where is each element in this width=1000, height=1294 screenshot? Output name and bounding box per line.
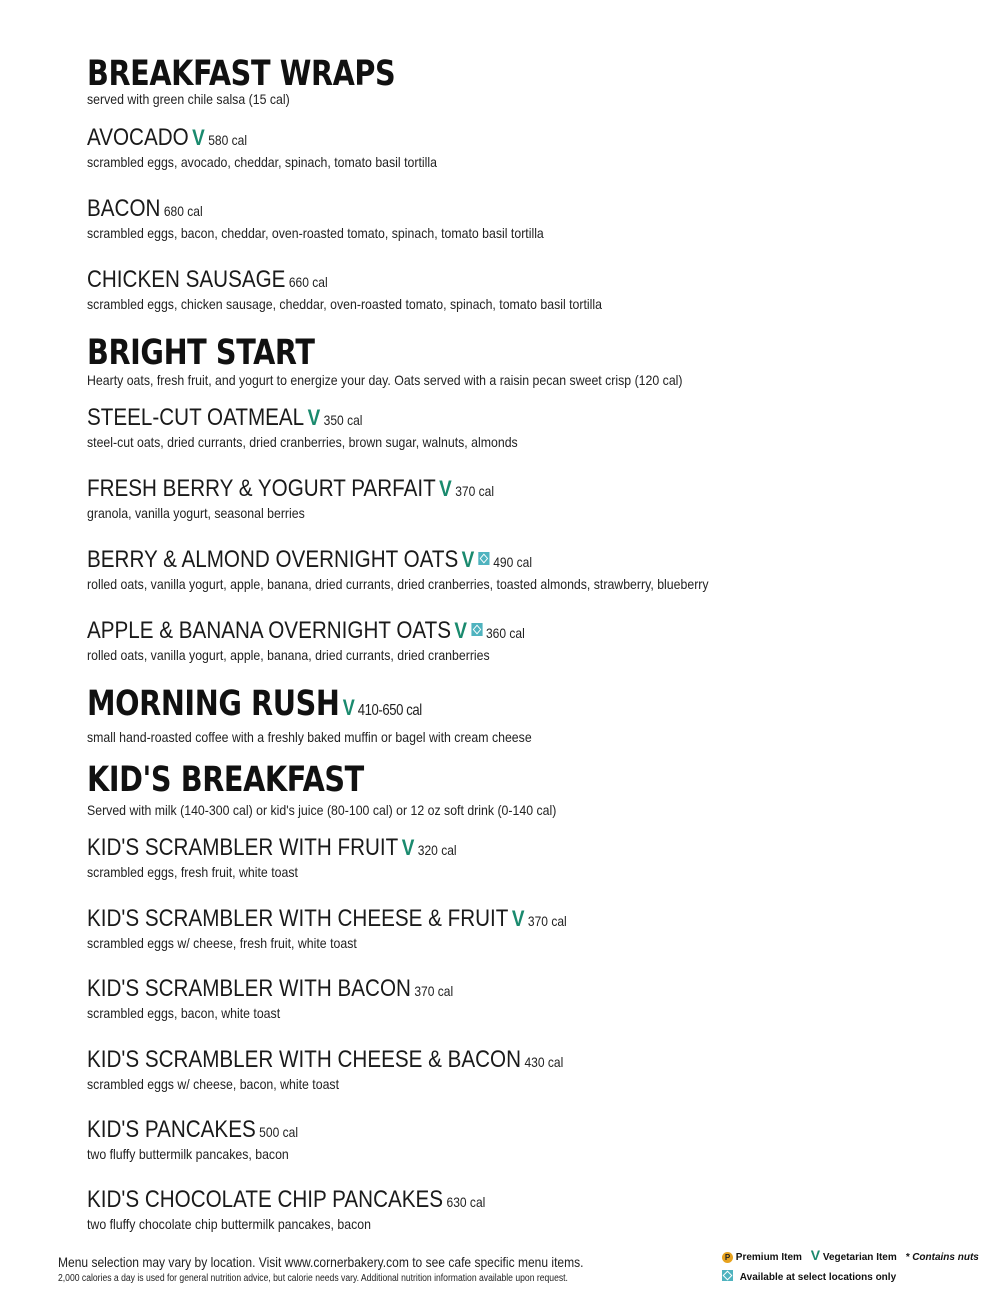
item-description: scrambled eggs, bacon, white toast [87,1005,281,1021]
vegetarian-icon: V [307,405,321,430]
vegetarian-icon: V [342,695,355,720]
item-description: scrambled eggs, fresh fruit, white toast [87,864,298,880]
section-kids-breakfast [87,760,620,818]
section-breakfast-wraps [87,54,463,107]
select-locations-icon [722,1270,733,1281]
menu-item [87,475,560,521]
legend-vegetarian: Vegetarian Item [822,1252,897,1263]
item-description: scrambled eggs, avocado, cheddar, spinach, tomato basil tortilla [87,154,437,170]
item-name: KID'S CHOCOLATE CHIP PANCAKES [87,1186,444,1213]
item-name: AVOCADO [87,124,189,151]
item-calories: 580 cal [208,132,248,148]
menu-item [87,404,576,450]
section-bright-start [87,333,764,388]
item-description: scrambled eggs w/ cheese, bacon, white toast [87,1076,340,1092]
item-description: rolled oats, vanilla yogurt, apple, banana, dried currants, dried cranberries [87,647,490,663]
item-name: BERRY & ALMOND OVERNIGHT OATS [87,546,459,573]
menu-item [87,617,596,663]
item-name: STEEL-CUT OATMEAL [87,404,305,431]
legend-premium: Premium Item [735,1252,802,1263]
item-calories: 370 cal [414,983,454,999]
section-title: MORNING RUSH [87,684,340,724]
item-name: KID'S SCRAMBLER WITH CHEESE & FRUIT [87,905,509,932]
item-name: KID'S SCRAMBLER WITH CHEESE & BACON [87,1046,522,1073]
item-calories: 320 cal [417,842,457,858]
section-subtitle: Hearty oats, fresh fruit, and yogurt to energize your day. Oats served with a raisin pecan sweet crisp (120 cal) [87,372,683,388]
item-calories: 350 cal [323,412,363,428]
item-description: steel-cut oats, dried currants, dried cranberries, brown sugar, walnuts, almonds [87,434,518,450]
vegetarian-icon: V [511,906,525,931]
vegetarian-icon: V [401,835,415,860]
item-calories: 430 cal [524,1054,564,1070]
item-name: KID'S PANCAKES [87,1116,256,1143]
item-calories: 370 cal [455,483,495,499]
legend [722,1245,979,1288]
item-calories: 680 cal [163,203,203,219]
item-description: granola, vanilla yogurt, seasonal berries [87,505,305,521]
section-subtitle: small hand-roasted coffee with a freshly baked muffin or bagel with cream cheese [87,729,532,745]
legend-nuts: * Contains nuts [905,1252,979,1263]
item-calories: 370 cal [527,913,567,929]
item-calories: 360 cal [485,625,525,641]
menu-item [87,195,606,241]
menu-item [87,975,513,1021]
menu-item [87,1046,641,1092]
footer-disclaimer: Menu selection may vary by location. Visit www.cornerbakery.com to see cafe specific menu items. [58,1254,584,1270]
item-description: scrambled eggs, chicken sausage, cheddar, oven-roasted tomato, spinach, tomato basil tortilla [87,296,602,312]
item-description: two fluffy chocolate chip buttermilk pancakes, bacon [87,1216,371,1232]
premium-icon: P [722,1252,733,1263]
section-title: BRIGHT START [87,333,315,373]
section-subtitle: served with green chile salsa (15 cal) [87,91,290,107]
item-name: KID'S SCRAMBLER WITH FRUIT [87,834,399,861]
item-name: BACON [87,195,161,222]
menu-item [87,266,672,312]
menu-item [87,1116,332,1162]
item-description: scrambled eggs, bacon, cheddar, oven-roasted tomato, spinach, tomato basil tortilla [87,225,544,241]
item-name: APPLE & BANANA OVERNIGHT OATS [87,617,451,644]
item-calories: 500 cal [259,1124,299,1140]
section-morning-rush [87,684,592,745]
footer-fine-print: 2,000 calories a day is used for general nutrition advice, but calorie needs vary. Additional nutrition information available upon request. [58,1273,568,1284]
section-calories: 410-650 cal [357,702,422,719]
item-description: scrambled eggs w/ cheese, fresh fruit, white toast [87,935,357,951]
item-name: FRESH BERRY & YOGURT PARFAIT [87,475,436,502]
select-locations-icon [471,623,482,636]
vegetarian-icon: V [192,125,205,150]
vegetarian-icon: V [810,1247,821,1263]
item-calories: 630 cal [446,1194,486,1210]
item-calories: 490 cal [493,554,533,570]
item-description: two fluffy buttermilk pancakes, bacon [87,1146,289,1162]
legend-select-locations: Available at select locations only [739,1272,897,1283]
item-name: KID'S SCRAMBLER WITH BACON [87,975,411,1002]
item-calories: 660 cal [288,274,328,290]
menu-item [87,905,645,951]
vegetarian-icon: V [461,547,475,572]
menu-item [87,124,485,170]
section-title: BREAKFAST WRAPS [87,54,396,94]
section-title: KID'S BREAKFAST [87,760,364,800]
menu-item [87,1186,550,1232]
item-description: rolled oats, vanilla yogurt, apple, banana, dried currants, dried cranberries, toasted almonds, strawberry, blueberry [87,576,709,592]
item-name: CHICKEN SAUSAGE [87,266,286,293]
section-subtitle: Served with milk (140-300 cal) or kid's juice (80-100 cal) or 12 oz soft drink (0-140 cal) [87,802,557,818]
vegetarian-icon: V [454,618,468,643]
menu-item [87,546,793,592]
menu-item [87,834,517,880]
vegetarian-icon: V [439,476,452,501]
select-locations-icon [479,552,490,565]
